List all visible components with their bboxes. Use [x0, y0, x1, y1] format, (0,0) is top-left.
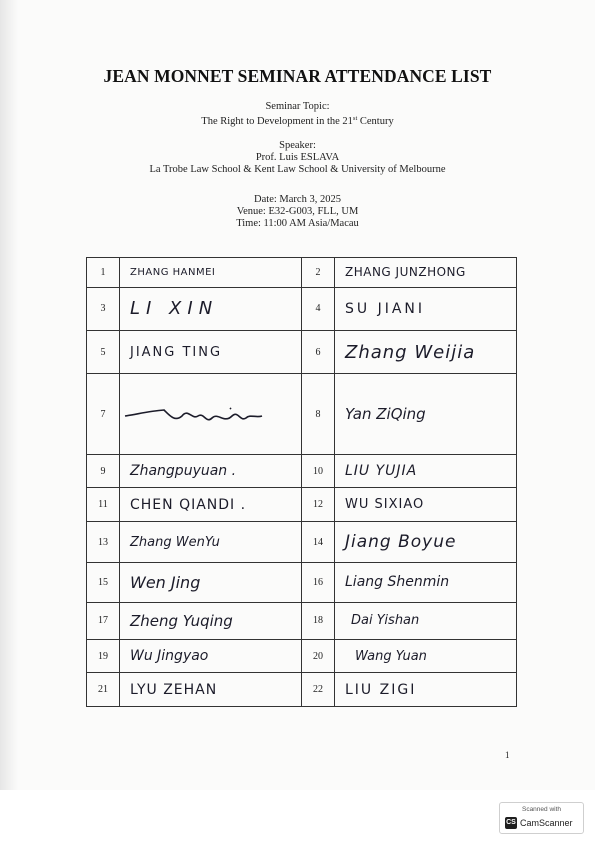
- handwritten-name: LYU ZEHAN: [130, 681, 218, 698]
- row-number: 13: [87, 521, 120, 562]
- row-number: 18: [302, 602, 335, 639]
- watermark-brand: CamScanner: [520, 818, 573, 828]
- row-number: 11: [87, 488, 120, 521]
- row-number: 15: [87, 563, 120, 602]
- handwritten-name: JIANG TING: [130, 344, 223, 360]
- signature-cell: [120, 454, 302, 487]
- signature-cell: [120, 258, 302, 288]
- signature-cell: [120, 639, 302, 672]
- speaker-label: Speaker:: [279, 140, 316, 151]
- attendance-table: [86, 257, 517, 707]
- row-number: 7: [87, 374, 120, 455]
- row-number: 9: [87, 454, 120, 487]
- table-row: [87, 287, 517, 330]
- event-venue: Venue: E32-G003, FLL, UM: [236, 206, 359, 217]
- handwritten-name: Liang Shenmin: [345, 574, 450, 591]
- handwritten-name: Dai Yishan: [351, 613, 420, 629]
- signature-cell: [335, 374, 517, 455]
- table-row: [87, 454, 517, 487]
- signature-cell: [120, 330, 302, 373]
- seminar-topic-label: Seminar Topic:: [265, 101, 330, 112]
- table-row: [87, 602, 517, 639]
- speaker-name: Prof. Luis ESLAVA: [255, 152, 340, 163]
- signature-cell: [120, 563, 302, 602]
- table-row: [87, 488, 517, 521]
- seminar-topic: The Right to Development in the 21st Century: [201, 115, 394, 127]
- table-row: [87, 330, 517, 373]
- row-number: 2: [302, 258, 335, 288]
- handwritten-name: Wen Jing: [130, 572, 201, 592]
- signature-cell: [120, 287, 302, 330]
- document-title: JEAN MONNET SEMINAR ATTENDANCE LIST: [103, 66, 492, 86]
- handwritten-name: CHEN QIANDI .: [130, 496, 247, 513]
- page-number: 1: [505, 750, 510, 760]
- event-date: Date: March 3, 2025: [254, 194, 341, 205]
- row-number: 1: [87, 258, 120, 288]
- signature-cell: [335, 488, 517, 521]
- handwritten-name: Wang Yuan: [355, 648, 427, 664]
- table-row: [87, 521, 517, 562]
- handwritten-name: WU SIXIAO: [345, 497, 425, 513]
- row-number: 10: [302, 454, 335, 487]
- row-number: 14: [302, 521, 335, 562]
- signature-cell: [120, 521, 302, 562]
- handwritten-name: ZHANG JUNZHONG: [345, 265, 466, 280]
- row-number: 17: [87, 602, 120, 639]
- signature-cell: [120, 673, 302, 707]
- table-row: [87, 258, 517, 288]
- signature-cell: [335, 287, 517, 330]
- row-number: 4: [302, 287, 335, 330]
- signature-cell: [335, 521, 517, 562]
- handwritten-name: Yan ZiQing: [345, 405, 426, 424]
- handwritten-name: Zhang WenYu: [130, 534, 220, 550]
- row-number: 20: [302, 639, 335, 672]
- row-number: 6: [302, 330, 335, 373]
- row-number: 3: [87, 287, 120, 330]
- event-time: Time: 11:00 AM Asia/Macau: [236, 218, 359, 229]
- row-number: 22: [302, 673, 335, 707]
- handwritten-name: Zhangpuyuan .: [130, 463, 237, 480]
- handwritten-name: Jiang Boyue: [345, 532, 457, 552]
- handwritten-name: SU JIANI: [345, 300, 426, 317]
- handwritten-name: Wu Jingyao: [130, 648, 209, 665]
- row-number: 21: [87, 673, 120, 707]
- table-row: [87, 673, 517, 707]
- signature-cell: [335, 258, 517, 288]
- signature-cell: [335, 330, 517, 373]
- signature-cell: [335, 673, 517, 707]
- handwritten-name: LIU ZIGI: [345, 681, 417, 698]
- row-number: 16: [302, 563, 335, 602]
- row-number: 12: [302, 488, 335, 521]
- handwritten-name: LI XIN: [130, 298, 219, 320]
- table-row: [87, 639, 517, 672]
- camscanner-watermark: [499, 802, 584, 834]
- table-row: [87, 374, 517, 455]
- row-number: 19: [87, 639, 120, 672]
- signature-cell: [335, 454, 517, 487]
- watermark-caption: Scanned with: [521, 806, 562, 813]
- signature-cell: [120, 374, 302, 455]
- handwritten-name: LIU YUJIA: [345, 463, 418, 480]
- signature-cell: [120, 602, 302, 639]
- signature-cell: [335, 563, 517, 602]
- signature-scribble: [120, 394, 301, 434]
- signature-cell: [335, 602, 517, 639]
- table-row: [87, 563, 517, 602]
- signature-cell: [120, 488, 302, 521]
- row-number: 5: [87, 330, 120, 373]
- row-number: 8: [302, 374, 335, 455]
- handwritten-name: ZHANG HANMEI: [130, 266, 216, 278]
- signature-cell: [335, 639, 517, 672]
- speaker-affiliation: La Trobe Law School & Kent Law School & University of Melbourne: [149, 164, 446, 175]
- handwritten-name: Zhang Weijia: [345, 341, 476, 363]
- camscanner-logo-icon: CS: [505, 817, 517, 829]
- handwritten-name: Zheng Yuqing: [130, 611, 233, 630]
